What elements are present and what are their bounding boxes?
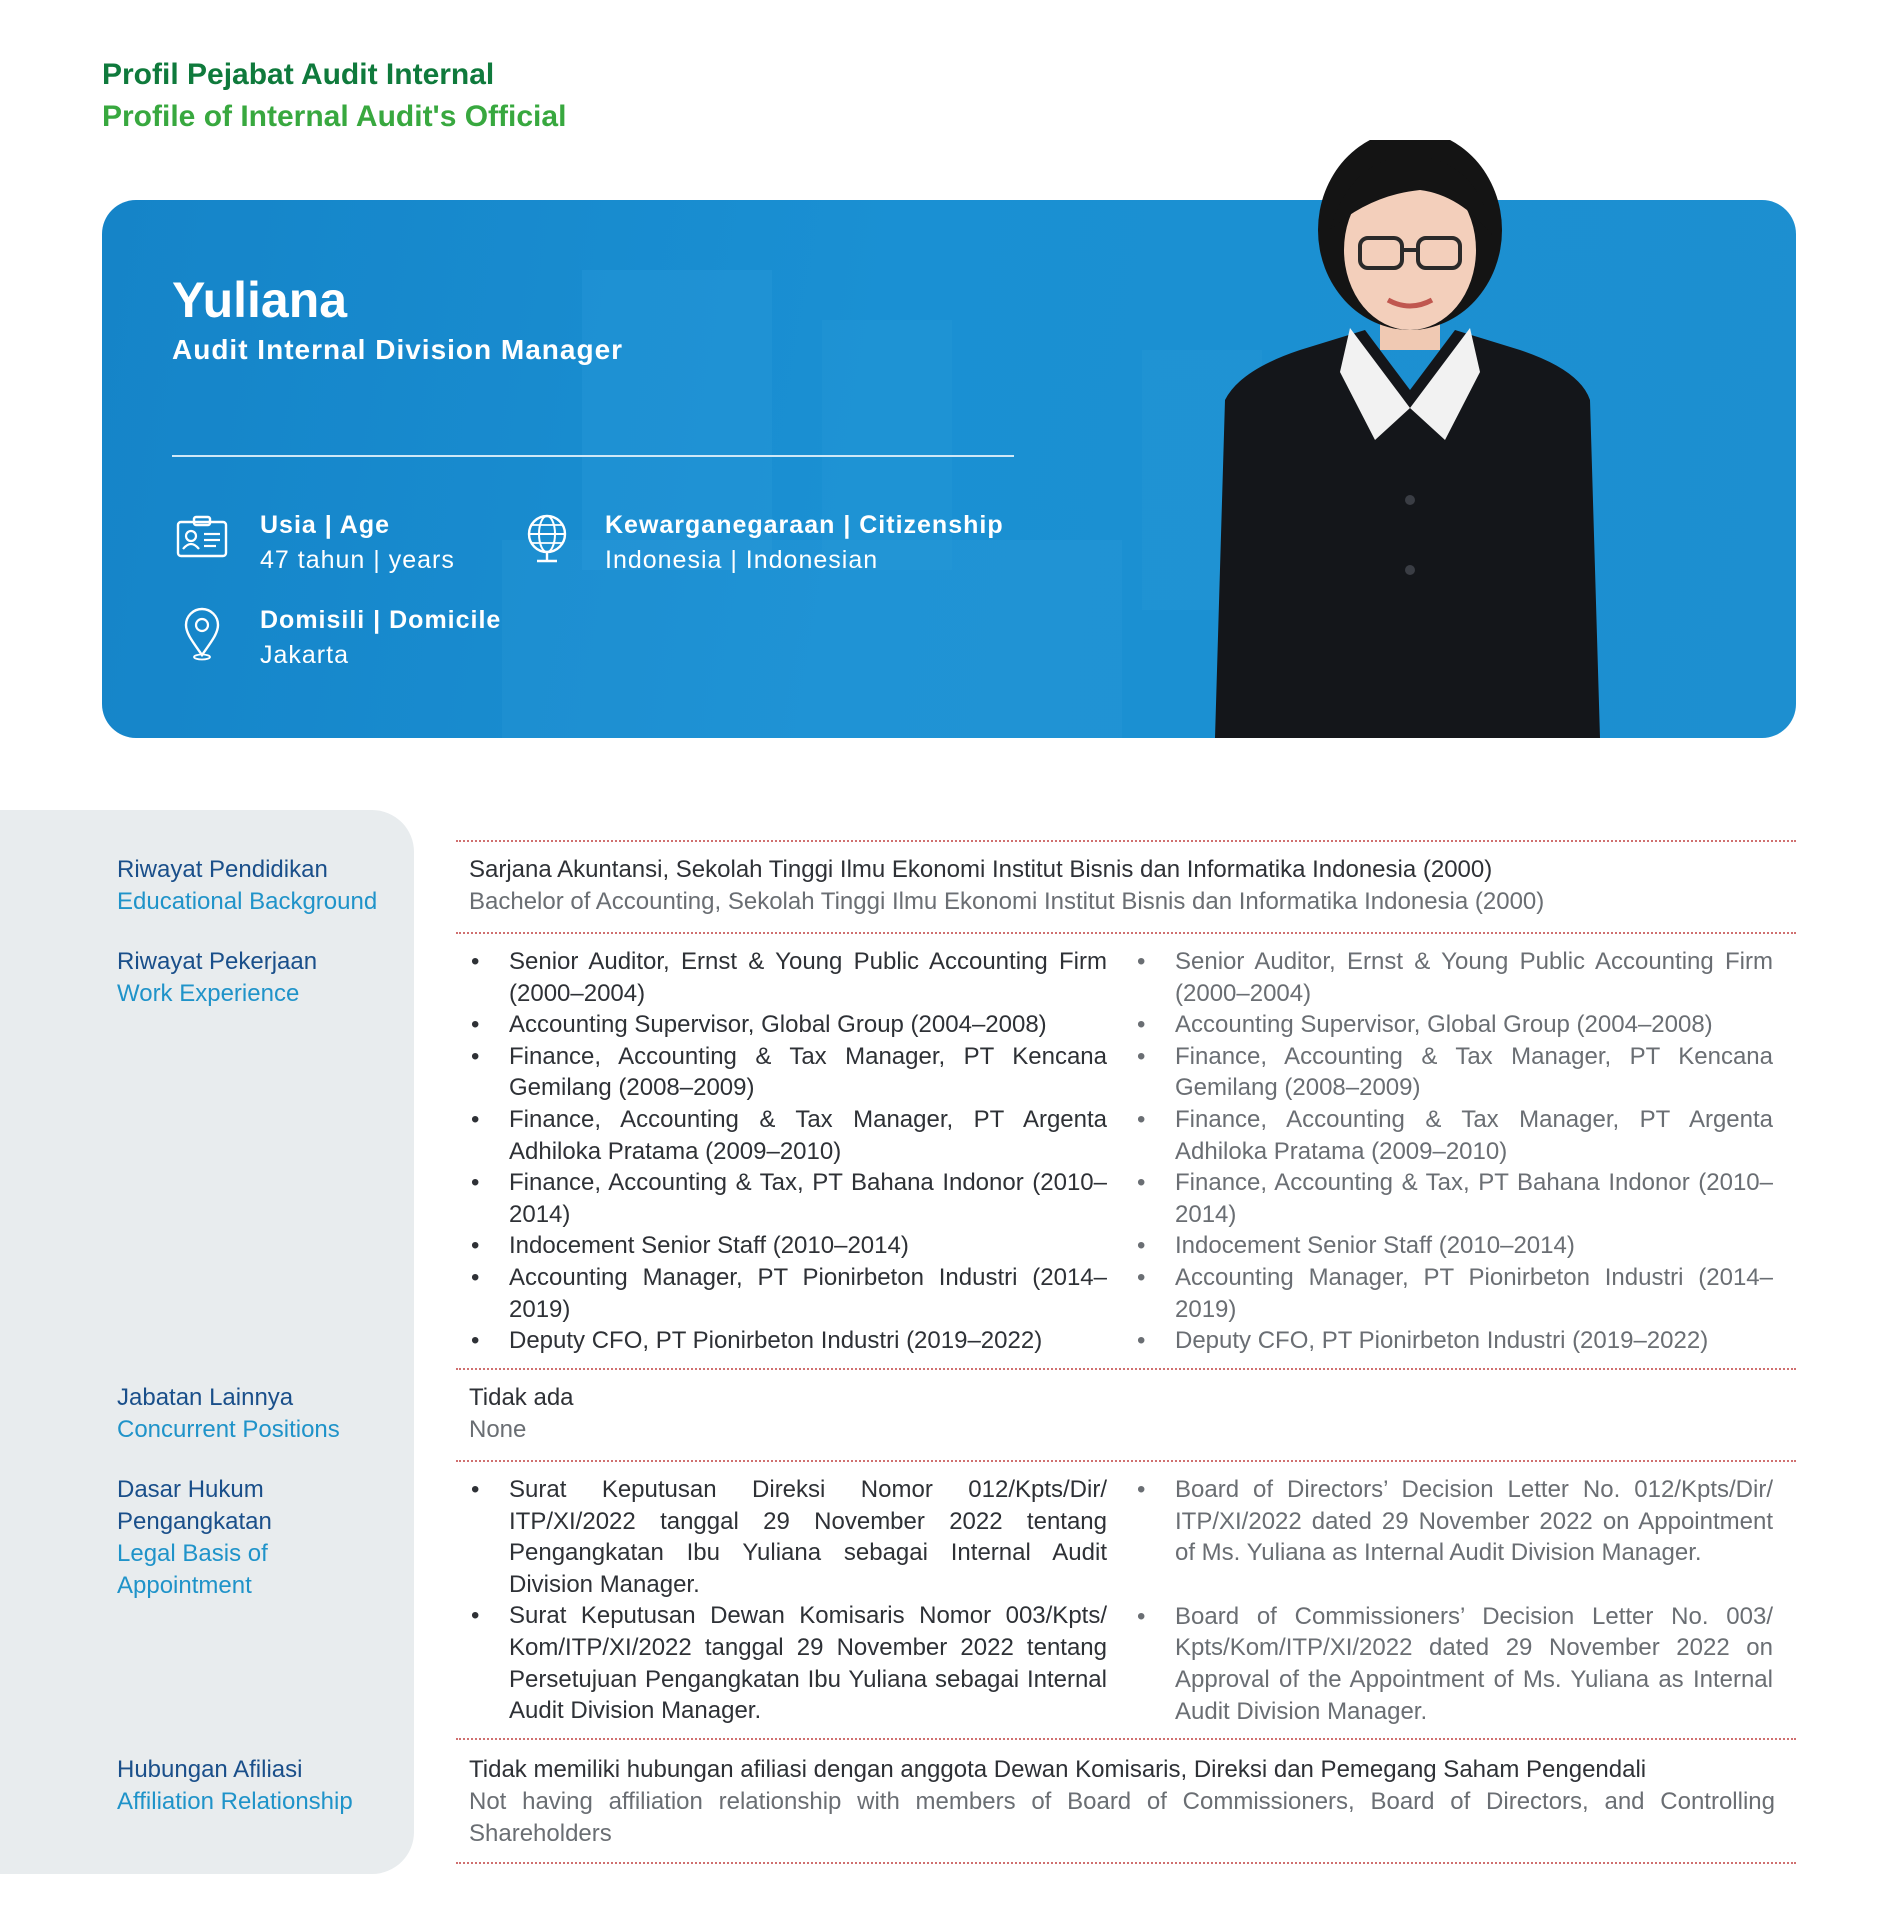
citizenship-value: Indonesia | Indonesian	[605, 546, 879, 574]
legal-basis-label-en-1: Legal Basis of	[117, 1540, 268, 1567]
legal-basis-label-id-2: Pengangkatan	[117, 1508, 272, 1535]
list-item: • Finance, Accounting & Tax Manager, PT Kencana Gemilang (2008–2009)	[1135, 1041, 1773, 1104]
separator	[456, 932, 1796, 934]
separator	[456, 1862, 1796, 1864]
legal-basis-list-en	[1135, 1474, 1773, 1727]
work-label-en: Work Experience	[117, 980, 300, 1007]
page-title	[102, 54, 566, 138]
citizenship-info	[605, 508, 1004, 578]
list-item: • Board of Directors’ Decision Letter No. 012/Kpts/Dir/ ITP/XI/2022 dated 29 November 2022 on Appointment of Ms. Yuliana as Internal Audit Division Manager.	[1135, 1474, 1773, 1569]
citizenship-label: Kewarganegaraan | Citizenship	[605, 511, 1004, 539]
list-item: • Indocement Senior Staff (2010–2014)	[469, 1230, 1107, 1262]
list-item: • Surat Keputusan Dewan Komisaris Nomor 003/Kpts/ Kom/ITP/XI/2022 tanggal 29 November 2022 tentang Persetujuan Pengangkatan Ibu Yuliana sebagai Internal Audit Division Manager.	[469, 1600, 1107, 1726]
domicile-info	[260, 603, 501, 673]
education-text-en: Bachelor of Accounting, Sekolah Tinggi Ilmu Ekonomi Institut Bisnis dan Informatika Indonesia (2000)	[469, 888, 1545, 915]
domicile-label: Domisili | Domicile	[260, 606, 502, 634]
separator	[456, 840, 1796, 842]
list-item: • Senior Auditor, Ernst & Young Public Accounting Firm (2000–2004)	[469, 946, 1107, 1009]
list-item: • Finance, Accounting & Tax Manager, PT Kencana Gemilang (2008–2009)	[469, 1041, 1107, 1104]
location-pin-icon	[172, 603, 232, 663]
affiliation-label-en: Affiliation Relationship	[117, 1788, 353, 1815]
affiliation-label	[117, 1754, 353, 1818]
concurrent-text-en: None	[469, 1416, 527, 1443]
list-item: • Deputy CFO, PT Pionirbeton Industri (2019–2022)	[1135, 1325, 1773, 1357]
age-label: Usia | Age	[260, 511, 390, 539]
age-value: 47 tahun | years	[260, 546, 455, 574]
education-label	[117, 854, 377, 918]
list-item: • Accounting Supervisor, Global Group (2004–2008)	[1135, 1009, 1773, 1041]
education-text	[469, 854, 1779, 918]
education-label-id: Riwayat Pendidikan	[117, 856, 328, 883]
list-item: • Finance, Accounting & Tax Manager, PT Argenta Adhiloka Pratama (2009–2010)	[469, 1104, 1107, 1167]
list-item: • Finance, Accounting & Tax, PT Bahana Indonor (2010–2014)	[469, 1167, 1107, 1230]
globe-icon	[517, 508, 577, 568]
official-portrait	[1200, 140, 1620, 738]
separator	[456, 1368, 1796, 1370]
work-label	[117, 946, 317, 1010]
domicile-value: Jakarta	[260, 641, 349, 669]
concurrent-text	[469, 1382, 1069, 1446]
list-item: • Deputy CFO, PT Pionirbeton Industri (2019–2022)	[469, 1325, 1107, 1357]
page-title-en: Profile of Internal Audit's Official	[102, 100, 567, 133]
legal-basis-label-id-1: Dasar Hukum	[117, 1476, 264, 1503]
list-item: • Surat Keputusan Direksi Nomor 012/Kpts/Dir/ ITP/XI/2022 tanggal 29 November 2022 tentang Pengangkatan Ibu Yuliana sebagai Internal Audit Division Manager.	[469, 1474, 1107, 1600]
affiliation-text	[469, 1754, 1775, 1850]
official-position: Audit Internal Division Manager	[172, 334, 624, 365]
legal-basis-list-id	[469, 1474, 1107, 1727]
list-item: • Finance, Accounting & Tax, PT Bahana Indonor (2010–2014)	[1135, 1167, 1773, 1230]
education-label-en: Educational Background	[117, 888, 378, 915]
card-divider	[172, 455, 1014, 457]
separator	[456, 1738, 1796, 1740]
list-item: • Finance, Accounting & Tax Manager, PT Argenta Adhiloka Pratama (2009–2010)	[1135, 1104, 1773, 1167]
list-item: • Accounting Manager, PT Pionirbeton Industri (2014–2019)	[469, 1262, 1107, 1325]
official-name: Yuliana	[172, 272, 348, 328]
affiliation-text-en: Not having affiliation relationship with members of Board of Commissioners, Board of Directors, and Controlling Shareholders	[469, 1788, 1775, 1847]
list-item: • Accounting Supervisor, Global Group (2004–2008)	[469, 1009, 1107, 1041]
legal-basis-label	[117, 1474, 272, 1602]
work-label-id: Riwayat Pekerjaan	[117, 948, 318, 975]
page-title-id: Profil Pejabat Audit Internal	[102, 58, 495, 91]
list-item: • Indocement Senior Staff (2010–2014)	[1135, 1230, 1773, 1262]
concurrent-label-id: Jabatan Lainnya	[117, 1384, 294, 1411]
list-item: • Board of Commissioners’ Decision Letter No. 003/ Kpts/Kom/ITP/XI/2022 dated 29 November 2022 on Approval of the Appointment of Ms. Yuliana as Internal Audit Division Manager.	[1135, 1601, 1773, 1727]
affiliation-text-id: Tidak memiliki hubungan afiliasi dengan anggota Dewan Komisaris, Direksi dan Pemegang Saham Pengendali	[469, 1756, 1647, 1783]
concurrent-label	[117, 1382, 340, 1446]
separator	[456, 1460, 1796, 1462]
work-list-en	[1135, 946, 1773, 1357]
concurrent-text-id: Tidak ada	[469, 1384, 574, 1411]
id-card-icon	[172, 508, 232, 568]
concurrent-label-en: Concurrent Positions	[117, 1416, 340, 1443]
work-list-id	[469, 946, 1107, 1357]
affiliation-label-id: Hubungan Afiliasi	[117, 1756, 303, 1783]
list-item: • Accounting Manager, PT Pionirbeton Industri (2014–2019)	[1135, 1262, 1773, 1325]
legal-basis-label-en-2: Appointment	[117, 1572, 252, 1599]
list-item: • Senior Auditor, Ernst & Young Public Accounting Firm (2000–2004)	[1135, 946, 1773, 1009]
age-info	[260, 508, 455, 578]
education-text-id: Sarjana Akuntansi, Sekolah Tinggi Ilmu Ekonomi Institut Bisnis dan Informatika Indonesia (2000)	[469, 856, 1493, 883]
